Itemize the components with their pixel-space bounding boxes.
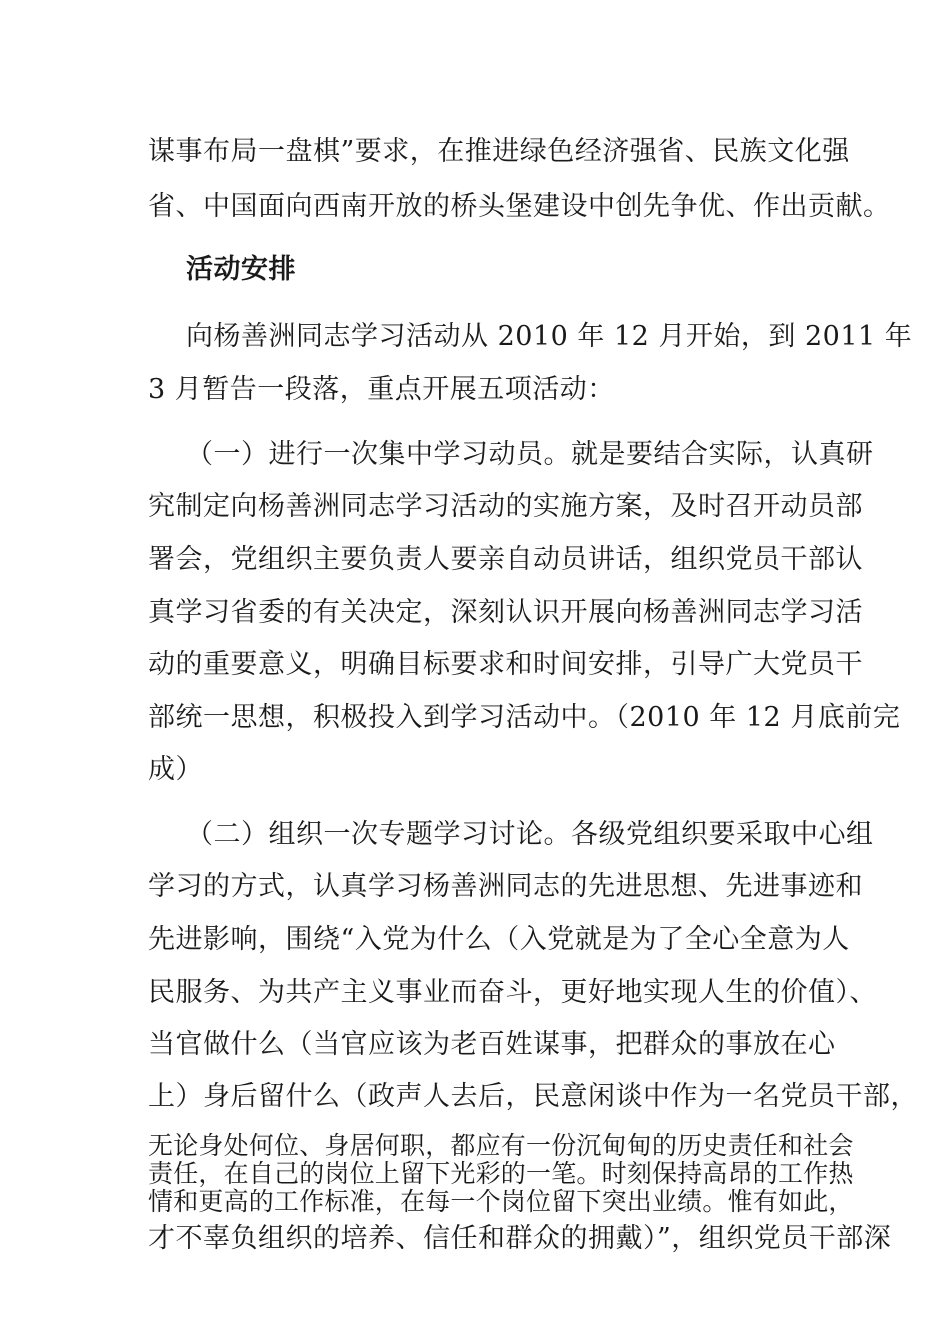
paragraph-line: 向杨善洲同志学习活动从 2010 年 12 月开始，到 2011 年 (186, 321, 913, 352)
paragraph-line: 成） (148, 754, 203, 785)
paragraph-line: 省、中国面向西南开放的桥头堡建设中创先争优、作出贡献。 (148, 191, 891, 222)
paragraph-line: 署会，党组织主要负责人要亲自动员讲话，组织党员干部认 (148, 544, 863, 575)
paragraph-line: 究制定向杨善洲同志学习活动的实施方案，及时召开动员部 (148, 491, 863, 522)
paragraph-line: 部统一思想，积极投入到学习活动中。（2010 年 12 月底前完 (148, 702, 901, 733)
paragraph-line: 责任，在自己的岗位上留下光彩的一笔。时刻保持高昂的工作热 (148, 1159, 854, 1188)
paragraph-line: 学习的方式，认真学习杨善洲同志的先进思想、先进事迹和 (148, 871, 863, 902)
paragraph-line: （二）组织一次专题学习讨论。各级党组织要采取中心组 (186, 819, 874, 850)
paragraph-line: 当官做什么（当官应该为老百姓谋事，把群众的事放在心 (148, 1029, 836, 1060)
section-heading: 活动安排 (186, 254, 296, 285)
paragraph-line: 无论身处何位、身居何职，都应有一份沉甸甸的历史责任和社会 (148, 1131, 854, 1160)
paragraph-line: 才不辜负组织的培养、信任和群众的拥戴）”，组织党员干部深 (148, 1223, 892, 1254)
paragraph-line: （一）进行一次集中学习动员。就是要结合实际，认真研 (186, 439, 874, 470)
paragraph-line: 谋事布局一盘棋”要求，在推进绿色经济强省、民族文化强 (148, 136, 850, 167)
paragraph-line: 真学习省委的有关决定，深刻认识开展向杨善洲同志学习活 (148, 597, 863, 628)
paragraph-line: 情和更高的工作标准，在每一个岗位留下突出业绩。惟有如此， (148, 1187, 854, 1216)
paragraph-line: 动的重要意义，明确目标要求和时间安排，引导广大党员干 (148, 649, 863, 680)
paragraph-line: 先进影响，围绕“入党为什么（入党就是为了全心全意为人 (148, 924, 850, 955)
paragraph-line: 民服务、为共产主义事业而奋斗，更好地实现人生的价值）、 (148, 977, 877, 1008)
paragraph-line: 3 月暂告一段落，重点开展五项活动： (148, 374, 615, 405)
paragraph-line: 上）身后留什么（政声人去后，民意闲谈中作为一名党员干部， (148, 1081, 918, 1112)
